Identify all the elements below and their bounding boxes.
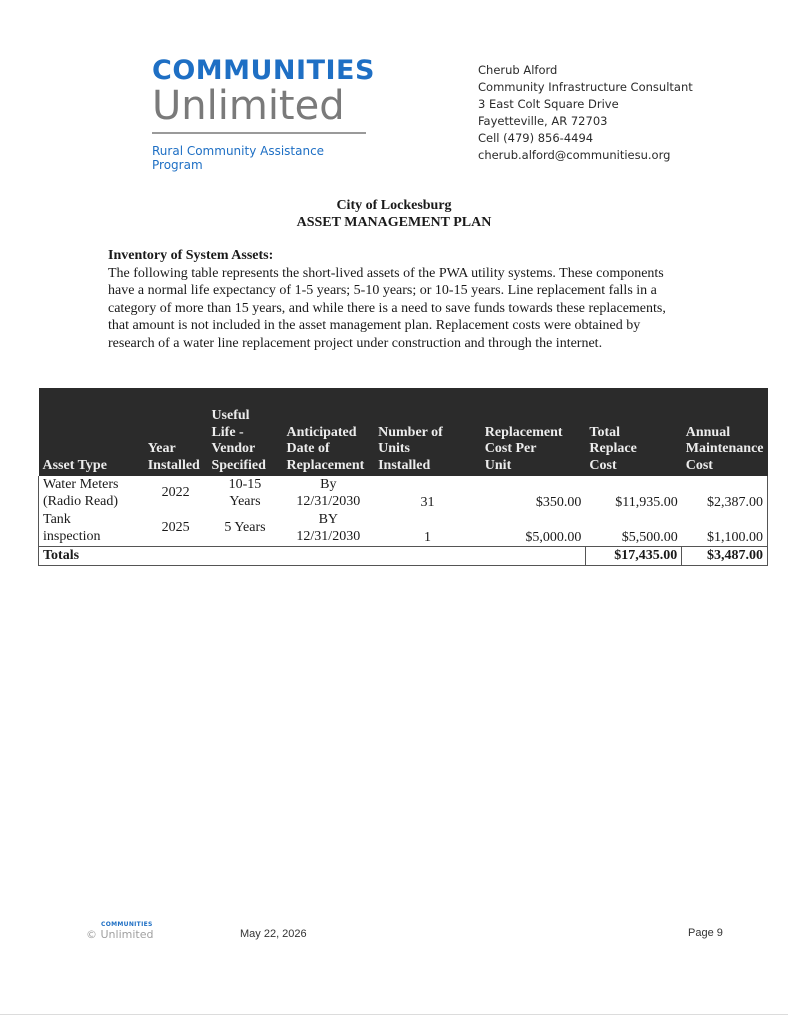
cell-cost-per-unit: $5,000.00 — [525, 529, 582, 545]
footer-logo-top: COMMUNITIES — [101, 921, 153, 928]
totals-row — [39, 547, 768, 566]
header-annual-maintenance: Annual Maintenance Cost — [682, 388, 768, 476]
logo-divider — [152, 132, 366, 134]
table-header-row — [39, 388, 768, 476]
header-year-installed: Year Installed — [144, 388, 208, 476]
plan-title: ASSET MANAGEMENT PLAN — [296, 215, 492, 230]
cell-units: 31 — [420, 494, 435, 510]
header-useful-life: Useful Life - Vendor Specified — [207, 388, 282, 476]
header-replacement-date: Anticipated Date of Replacement — [283, 388, 375, 476]
cell-total-cost: $11,935.00 — [615, 494, 678, 510]
contact-title: Community Infrastructure Consultant — [478, 80, 693, 94]
header-units-installed: Number of Units Installed — [374, 388, 481, 476]
logo-wordmark-bottom: Unlimited — [152, 83, 345, 129]
cell-replacement-date: BY 12/31/2030 — [296, 512, 361, 544]
cell-useful-life: 5 Years — [224, 520, 266, 536]
logo-wordmark-top: COMMUNITIES — [152, 55, 375, 86]
cell-units: 1 — [423, 529, 431, 545]
document-title — [0, 197, 788, 231]
asset-table — [38, 388, 768, 566]
contact-name: Cherub Alford — [478, 63, 558, 77]
cell-cost-per-unit: $350.00 — [535, 494, 582, 510]
table-row — [39, 476, 768, 511]
totals-total-cost: $17,435.00 — [585, 547, 681, 566]
cell-asset-type: Water Meters (Radio Read) — [43, 477, 119, 509]
footer-logo-bottom: © Unlimited — [86, 928, 154, 941]
cell-year-installed: 2025 — [161, 520, 190, 536]
contact-city: Fayetteville, AR 72703 — [478, 114, 608, 128]
cell-annual-maintenance: $2,387.00 — [707, 494, 763, 510]
cell-useful-life: 10-15 Years — [228, 477, 262, 509]
footer-date: May 22, 2026 — [240, 928, 307, 940]
totals-annual-maintenance: $3,487.00 — [682, 547, 768, 566]
header-total-cost: Total Replace Cost — [585, 388, 681, 476]
city-name: City of Lockesburg — [336, 198, 452, 213]
cell-year-installed: 2022 — [161, 485, 190, 501]
company-logo — [152, 55, 375, 172]
cell-replacement-date: By 12/31/2030 — [296, 477, 361, 509]
section-heading: Inventory of System Assets: — [108, 248, 274, 263]
contact-phone: Cell (479) 856-4494 — [478, 131, 594, 145]
contact-email: cherub.alford@communitiesu.org — [478, 148, 671, 162]
contact-block — [478, 62, 693, 164]
page-edge-line — [0, 1014, 788, 1015]
header-cost-per-unit: Replacement Cost Per Unit — [481, 388, 586, 476]
totals-label: Totals — [39, 547, 586, 566]
logo-tagline: Rural Community Assistance Program — [152, 144, 325, 172]
cell-annual-maintenance: $1,100.00 — [707, 529, 763, 545]
contact-street: 3 East Colt Square Drive — [478, 97, 619, 111]
cell-total-cost: $5,500.00 — [621, 529, 678, 545]
cell-asset-type: Tank inspection — [43, 512, 101, 544]
table-row — [39, 511, 768, 547]
page-number: Page 9 — [688, 927, 723, 939]
header-asset-type: Asset Type — [39, 388, 144, 476]
section-body: The following table represents the short-lived assets of the PWA utility systems. These components have a normal life expectancy of 1-5 years; 5-10 years; or 10-15 years. Line replacement falls in a category of more than 15 years, and while there is a need to save funds towards these replacements, that amount is not included in the asset management plan. Replacement costs were obtained by research of a water line replacement project under construction and through the internet. — [108, 266, 666, 351]
footer-logo — [86, 921, 153, 941]
